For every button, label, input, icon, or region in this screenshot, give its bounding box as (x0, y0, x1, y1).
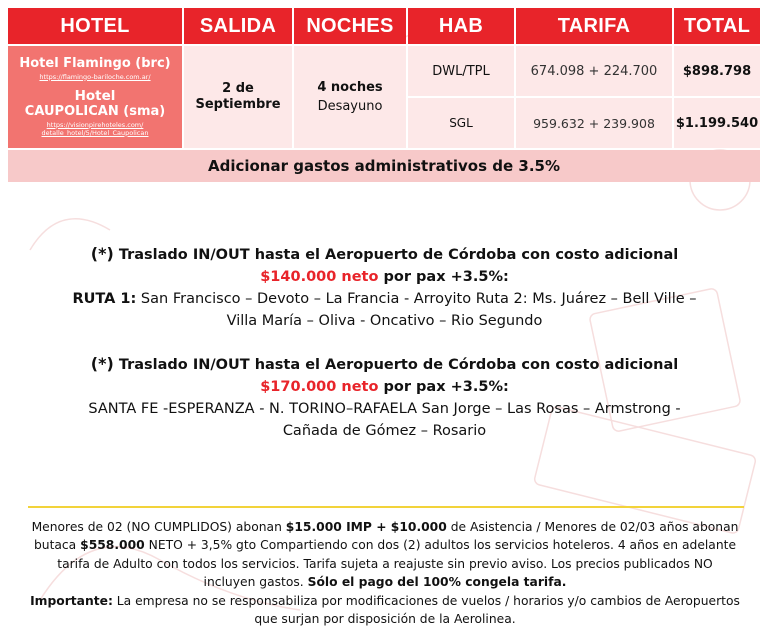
importante-label: Importante: (30, 593, 113, 608)
header-hotel: HOTEL (8, 8, 182, 44)
hotel-2-link-line2: detalle_hotel/5/Hotel_Caupolican (41, 128, 149, 137)
total-cell: $898.798 (674, 46, 760, 96)
footer-bold: $15.000 IMP + $10.000 (285, 520, 447, 534)
hotel-1-link[interactable]: https://flamingo-bariloche.com.ar/ (39, 72, 151, 81)
hab-cell: DWL/TPL (408, 46, 514, 96)
hotel-2-name-line2: CAUPOLICAN (sma) (24, 103, 166, 119)
route-label: RUTA 1: (72, 291, 137, 307)
footer-text: Menores de 02 (NO CUMPLIDOS) abonan (31, 520, 286, 534)
divider (28, 506, 744, 508)
header-noches: NOCHES (294, 8, 406, 44)
hotel-2-name-line1: Hotel (74, 87, 116, 104)
traslado-2-price-line (0, 376, 769, 398)
route-text: San Francisco – Devoto – La Francia - Arroyito Ruta 2: Ms. Juárez – Bell Ville – (136, 291, 697, 307)
header-salida: SALIDA (184, 8, 292, 44)
footer-text: La empresa no se responsabiliza por modificaciones de vuelos / horarios y/o cambios de Aeropuertos que surjan por disposición de la Aerolinea. (112, 593, 740, 627)
table-row (8, 46, 760, 96)
table-header-row (8, 8, 760, 44)
traslado-2-price: $170.000 neto (260, 379, 379, 395)
traslado-1-price-line (0, 266, 769, 288)
hotel-cell (8, 46, 182, 148)
tarifa-cell: 674.098 + 224.700 (516, 46, 672, 96)
gastos-note: Adicionar gastos administrativos de 3.5% (8, 150, 760, 182)
traslado-1-title-line (0, 243, 769, 266)
hotel-2-link-line1: https://visionpirehoteles.com/ (46, 120, 144, 129)
hotel-1-name: Hotel Flamingo (brc) (19, 55, 171, 71)
noches-line1: 4 noches (317, 80, 383, 95)
traslado-1-route-line1 (0, 288, 769, 310)
traslado-2-title: Traslado IN/OUT hasta el Aeropuerto de Córdoba con costo adicional (113, 357, 679, 373)
hab-cell: SGL (408, 98, 514, 148)
noches-line2: Desayuno (317, 99, 383, 114)
gastos-row (8, 150, 760, 182)
total-cell: $1.199.540 (674, 98, 760, 148)
header-total: TOTAL (674, 8, 760, 44)
footer-paragraph-1 (30, 518, 740, 592)
salida-line2: Septiembre (195, 97, 281, 112)
asterisk-note: (*) (90, 244, 114, 263)
asterisk-note: (*) (90, 354, 114, 373)
noches-cell (294, 46, 406, 148)
footer-text: de Asistencia / Menores de 02/03 años abonan butaca (33, 520, 739, 553)
footer-paragraph-2 (30, 592, 740, 629)
salida-line1: 2 de (222, 81, 254, 96)
traslado-1-price-suffix: por pax +3.5%: (378, 269, 509, 285)
traslado-1-section (0, 243, 769, 332)
hotel-2-link[interactable] (10, 121, 180, 137)
traslado-2-section (0, 353, 769, 442)
traslado-1-title: Traslado IN/OUT hasta el Aeropuerto de Córdoba con costo adicional (113, 247, 679, 263)
traslado-2-price-suffix: por pax +3.5%: (378, 379, 509, 395)
footer-notes (30, 518, 740, 628)
footer-bold: $558.000 (80, 538, 145, 553)
traslado-2-route-line1: SANTA FE -ESPERANZA - N. TORINO–RAFAELA San Jorge – Las Rosas – Armstrong - (88, 401, 681, 417)
traslado-1-price: $140.000 neto (260, 269, 379, 285)
price-table (6, 6, 762, 184)
header-hab: HAB (408, 8, 514, 44)
footer-text: NETO + 3,5% gto Compartiendo con dos (2) adultos los servicios hoteleros. 4 años en adelante tarifa de Adulto con todos los servicios. Tarifa sujeta a reajuste sin previo aviso. Los precios publicados NO incluyen gastos. (57, 538, 737, 590)
footer-bold: Sólo el pago del 100% congela tarifa. (307, 575, 567, 590)
traslado-2-route-line2: Cañada de Gómez – Rosario (282, 423, 487, 439)
traslado-1-route-line2: Villa María – Oliva - Oncativo – Rio Segundo (226, 313, 543, 329)
salida-cell (184, 46, 292, 148)
traslado-2-title-line (0, 353, 769, 376)
header-tarifa: TARIFA (516, 8, 672, 44)
tarifa-cell: 959.632 + 239.908 (516, 98, 672, 148)
